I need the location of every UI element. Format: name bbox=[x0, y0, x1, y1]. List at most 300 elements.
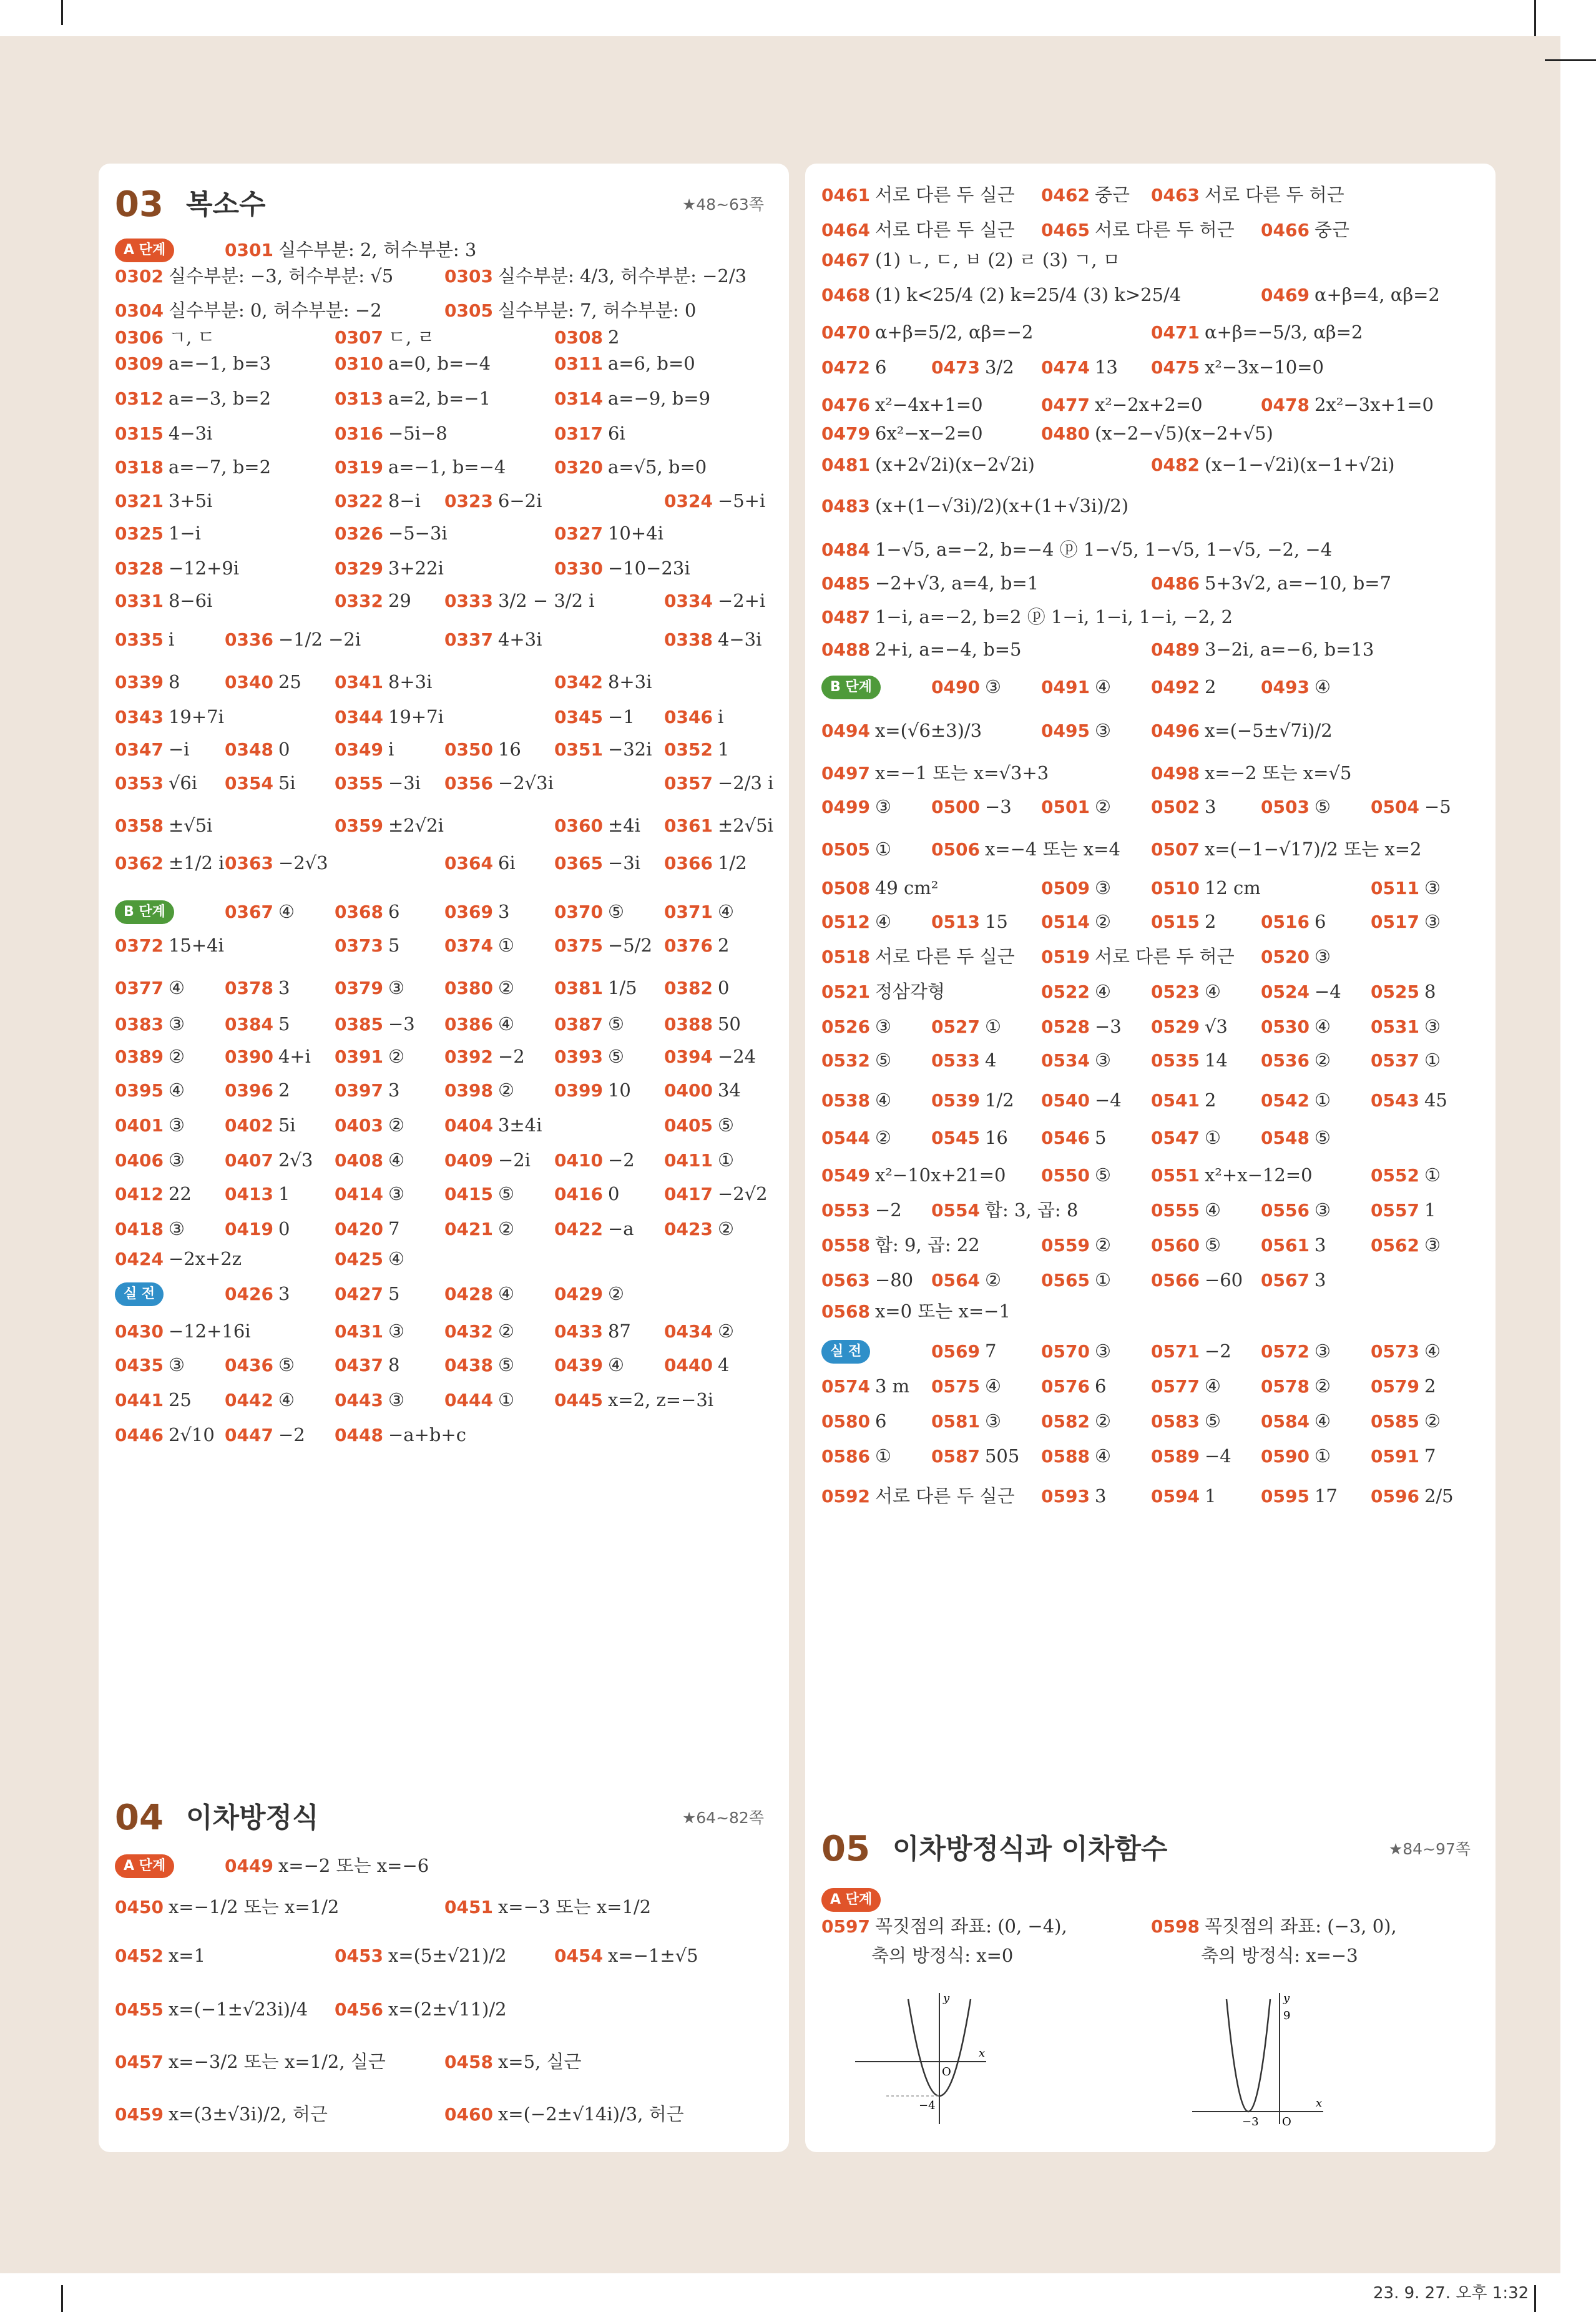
answer-number: 0386 bbox=[444, 1014, 493, 1035]
answer-item bbox=[821, 531, 1332, 569]
answer-value: −5−3i bbox=[388, 523, 448, 544]
answer-value: 4−3i bbox=[717, 629, 762, 650]
answer-row bbox=[805, 276, 1496, 313]
answer-row bbox=[805, 1191, 1496, 1229]
level-badge: 실 전 bbox=[821, 1340, 870, 1364]
answer-item bbox=[1041, 348, 1118, 386]
answer-number: 0424 bbox=[115, 1249, 164, 1269]
answer-item bbox=[821, 1191, 902, 1229]
answer-number: 0496 bbox=[1151, 721, 1200, 741]
answer-item bbox=[554, 380, 710, 418]
answer-item bbox=[1261, 1367, 1331, 1405]
answer-value: 19+7i bbox=[168, 706, 224, 727]
answer-value: ④ bbox=[1204, 1199, 1221, 1221]
answer-value: ④ bbox=[388, 1248, 404, 1269]
answer-number: 0351 bbox=[554, 739, 603, 760]
answer-item bbox=[1041, 973, 1111, 1011]
answer-value: 합: 9, 곱: 22 bbox=[874, 1234, 980, 1256]
answer-value: x=−4 또는 x=4 bbox=[984, 839, 1120, 860]
answer-number: 0568 bbox=[821, 1301, 870, 1322]
answer-number: 0450 bbox=[115, 1897, 164, 1917]
answer-value: 실수부분: −3, 허수부분: √5 bbox=[168, 265, 394, 287]
answer-number: 0491 bbox=[1041, 677, 1090, 697]
answer-number: 0563 bbox=[821, 1270, 870, 1291]
answer-number: 0561 bbox=[1261, 1235, 1310, 1256]
answer-item bbox=[931, 1332, 996, 1370]
answer-row bbox=[805, 668, 1496, 706]
answer-number: 0405 bbox=[664, 1115, 713, 1136]
answer-value: ⑤ bbox=[1314, 796, 1331, 817]
answer-value: a=−3, b=2 bbox=[168, 388, 272, 409]
answer-item bbox=[1151, 176, 1344, 214]
answer-row bbox=[99, 1141, 789, 1179]
answer-number: 0567 bbox=[1261, 1270, 1310, 1291]
answer-value: 서로 다른 두 실근 bbox=[874, 184, 1015, 205]
section-header-03 bbox=[99, 180, 789, 230]
answer-value: 1/2 bbox=[984, 1090, 1014, 1111]
answer-value: 6−2i bbox=[497, 490, 542, 511]
answer-value: 5 bbox=[388, 1283, 400, 1304]
answer-value: ±2√5i bbox=[717, 815, 773, 836]
answer-row bbox=[99, 514, 789, 552]
answer-value: x=−1/2 또는 x=1/2 bbox=[168, 1896, 340, 1917]
answer-item bbox=[225, 969, 290, 1007]
answer-value: x=5, 실근 bbox=[497, 2051, 582, 2072]
answer-value: −2+√3, a=4, b=1 bbox=[874, 573, 1039, 594]
answer-item bbox=[335, 1937, 507, 1975]
answer-value: ② bbox=[717, 1218, 734, 1239]
answer-item bbox=[931, 903, 1008, 941]
answer-value: 10 bbox=[607, 1080, 631, 1101]
answer-number: 0429 bbox=[554, 1284, 603, 1304]
answer-item bbox=[115, 2095, 328, 2133]
answer-value: 중근 bbox=[1314, 219, 1349, 240]
answer-item bbox=[1151, 348, 1324, 386]
answer-value: ② bbox=[1094, 1410, 1111, 1432]
answer-value: 6i bbox=[607, 423, 625, 444]
answer-value: 4+i bbox=[278, 1046, 311, 1067]
answer-number: 0337 bbox=[444, 629, 493, 650]
answer-value: 16 bbox=[984, 1127, 1008, 1148]
answer-number: 0423 bbox=[664, 1219, 713, 1239]
answer-value: 서로 다른 두 허근 bbox=[1094, 219, 1235, 240]
answer-value: 0 bbox=[278, 739, 290, 760]
answer-number: 0539 bbox=[931, 1090, 980, 1111]
answer-row bbox=[805, 446, 1496, 483]
answer-number: 0409 bbox=[444, 1150, 493, 1171]
answer-number: 0310 bbox=[335, 353, 383, 374]
answer-item bbox=[1151, 1156, 1313, 1194]
level-badge: A 단계 bbox=[115, 1854, 174, 1878]
answer-row bbox=[805, 1156, 1496, 1194]
answer-item bbox=[115, 582, 212, 620]
answer-row bbox=[805, 938, 1496, 975]
answer-number: 0528 bbox=[1041, 1016, 1090, 1037]
answer-number: 0431 bbox=[335, 1321, 383, 1342]
answer-number: 0473 bbox=[931, 357, 980, 378]
answer-value: a=−1, b=3 bbox=[168, 353, 272, 374]
answer-value: 3 bbox=[278, 1283, 290, 1304]
answer-row bbox=[805, 973, 1496, 1010]
answer-row bbox=[99, 1847, 789, 1884]
answer-value: 3 bbox=[1094, 1485, 1107, 1507]
answer-number: 0592 bbox=[821, 1486, 870, 1507]
answer-value: ⑤ bbox=[607, 1013, 624, 1035]
answer-number: 0546 bbox=[1041, 1128, 1090, 1148]
answer-number: 0543 bbox=[1371, 1090, 1419, 1111]
answer-item bbox=[821, 1041, 891, 1080]
answer-value: 7 bbox=[388, 1218, 400, 1239]
answer-item bbox=[554, 1312, 631, 1350]
answer-number: 0527 bbox=[931, 1016, 980, 1037]
answer-row bbox=[805, 1226, 1496, 1264]
answer-number: 0457 bbox=[115, 2052, 164, 2072]
answer-row bbox=[99, 1937, 789, 1974]
answer-item bbox=[1041, 1008, 1122, 1046]
answer-item bbox=[444, 1346, 514, 1384]
answer-value: ③ bbox=[1314, 946, 1331, 967]
answer-number: 0419 bbox=[225, 1219, 273, 1239]
answer-item bbox=[1371, 1226, 1441, 1264]
answer-number: 0367 bbox=[225, 902, 273, 922]
answer-number: 0584 bbox=[1261, 1411, 1310, 1432]
answer-number: 0324 bbox=[664, 491, 713, 511]
answer-number: 0551 bbox=[1151, 1165, 1200, 1186]
answer-number: 0320 bbox=[554, 457, 603, 478]
answer-item bbox=[1371, 1332, 1441, 1370]
answer-row bbox=[99, 2095, 789, 2133]
answer-number: 0304 bbox=[115, 300, 164, 321]
answer-number: 0533 bbox=[931, 1050, 980, 1071]
answer-item bbox=[335, 514, 448, 553]
answer-item bbox=[821, 1119, 891, 1157]
answer-number: 0313 bbox=[335, 388, 383, 409]
answer-item bbox=[1261, 903, 1326, 941]
answer-number: 0511 bbox=[1371, 878, 1419, 898]
answer-number: 0354 bbox=[225, 773, 273, 794]
answer-number: 0307 bbox=[335, 327, 383, 348]
answer-value: i bbox=[168, 629, 175, 650]
answer-number: 0529 bbox=[1151, 1016, 1200, 1037]
answer-value: (x+(1−√3i)/2)(x+(1+√3i)/2) bbox=[874, 495, 1129, 516]
answer-number: 0401 bbox=[115, 1115, 164, 1136]
answer-value: 2 bbox=[278, 1080, 290, 1101]
answer-value: 5 bbox=[278, 1013, 290, 1035]
answer-value: 2√3 bbox=[278, 1149, 313, 1171]
answer-item bbox=[554, 730, 652, 769]
answer-item bbox=[821, 754, 1049, 792]
answer-number: 0505 bbox=[821, 839, 870, 860]
answer-number: 0439 bbox=[554, 1355, 603, 1375]
answer-value: −24 bbox=[717, 1046, 756, 1067]
answer-value: x=(√6±3)/3 bbox=[874, 720, 982, 741]
answer-number: 0548 bbox=[1261, 1128, 1310, 1148]
answer-value: ② bbox=[388, 1046, 404, 1067]
answer-item bbox=[664, 1312, 734, 1350]
answer-row bbox=[99, 764, 789, 802]
answer-item bbox=[335, 969, 404, 1007]
answer-number: 0475 bbox=[1151, 357, 1200, 378]
answer-item bbox=[1261, 1119, 1331, 1157]
answer-value: −2x+2z bbox=[168, 1248, 242, 1269]
answer-number: 0508 bbox=[821, 878, 870, 898]
answer-number: 0490 bbox=[931, 677, 980, 697]
answer-row bbox=[805, 1008, 1496, 1045]
answer-value: −2/3 i bbox=[717, 772, 774, 794]
answer-value: 2 bbox=[717, 935, 730, 956]
answer-row bbox=[99, 549, 789, 587]
answer-value: 34 bbox=[717, 1080, 741, 1101]
answer-item bbox=[1261, 1332, 1331, 1370]
x-axis-label: x bbox=[979, 2047, 986, 2060]
answer-item bbox=[115, 257, 393, 295]
answer-row bbox=[99, 345, 789, 382]
answer-number: 0560 bbox=[1151, 1235, 1200, 1256]
answer-item bbox=[225, 1381, 295, 1419]
answer-number: 0451 bbox=[444, 1897, 493, 1917]
answer-item bbox=[115, 1106, 185, 1144]
answer-value: 5i bbox=[278, 772, 296, 794]
answer-value: −10−23i bbox=[607, 558, 690, 579]
answer-value: −3i bbox=[607, 852, 640, 873]
answer-value: 1 bbox=[1424, 1199, 1436, 1221]
answer-item bbox=[1151, 668, 1216, 706]
answer-item bbox=[1261, 938, 1331, 976]
answer-row bbox=[99, 927, 789, 964]
answer-number: 0478 bbox=[1261, 395, 1310, 415]
answer-value: −12+9i bbox=[168, 558, 240, 579]
answer-value: 8+3i bbox=[607, 671, 652, 692]
answer-row bbox=[99, 698, 789, 735]
answer-number: 0415 bbox=[444, 1184, 493, 1204]
answer-item bbox=[664, 730, 729, 769]
answer-item bbox=[335, 807, 444, 845]
answer-item bbox=[115, 1038, 185, 1076]
answer-value: x=−1 또는 x=√3+3 bbox=[874, 762, 1049, 784]
answer-value: ② bbox=[607, 1283, 624, 1304]
answer-number: 0410 bbox=[554, 1150, 603, 1171]
answer-item bbox=[554, 969, 637, 1007]
answer-row bbox=[805, 1081, 1496, 1119]
answer-value: ③ bbox=[1424, 1016, 1441, 1037]
parabola-curve bbox=[1226, 1999, 1270, 2112]
answer-value: ① bbox=[1424, 1164, 1441, 1186]
answer-number: 0455 bbox=[115, 1999, 164, 2020]
answer-value: −2 bbox=[607, 1149, 635, 1171]
answer-item bbox=[1151, 869, 1261, 907]
answer-number: 0432 bbox=[444, 1321, 493, 1342]
answer-row bbox=[805, 176, 1496, 214]
answer-number: 0467 bbox=[821, 250, 870, 270]
answer-value: 8−6i bbox=[168, 590, 213, 611]
answer-number: 0448 bbox=[335, 1425, 383, 1445]
answer-row bbox=[805, 313, 1496, 351]
answer-item bbox=[554, 1071, 631, 1109]
section-pages: ★84~97쪽 bbox=[1388, 1840, 1471, 1858]
answer-value: 서로 다른 두 실근 bbox=[874, 946, 1015, 967]
answer-number: 0523 bbox=[1151, 981, 1200, 1002]
answer-number: 0437 bbox=[335, 1355, 383, 1375]
answer-item bbox=[335, 1416, 466, 1454]
answer-number: 0526 bbox=[821, 1016, 870, 1037]
answer-item bbox=[335, 345, 491, 383]
answer-value: 22 bbox=[168, 1183, 192, 1204]
answer-row bbox=[99, 257, 789, 295]
answer-item bbox=[821, 631, 1022, 669]
answer-number: 0593 bbox=[1041, 1486, 1090, 1507]
answer-value: x=(−1−√17)/2 또는 x=2 bbox=[1204, 839, 1422, 860]
answer-item bbox=[1151, 830, 1421, 868]
answer-item bbox=[1041, 1367, 1106, 1405]
section-title: 이차방정식 bbox=[186, 1802, 319, 1834]
answer-value: ±4i bbox=[607, 815, 640, 836]
answer-value: x=(5±√21)/2 bbox=[388, 1945, 507, 1966]
answer-number: 0552 bbox=[1371, 1165, 1419, 1186]
answer-item bbox=[1371, 1041, 1441, 1080]
answer-number: 0483 bbox=[821, 496, 870, 516]
answer-number: 0412 bbox=[115, 1184, 164, 1204]
answer-number: 0322 bbox=[335, 491, 383, 511]
answer-number: 0400 bbox=[664, 1080, 713, 1101]
answer-value: 16 bbox=[497, 739, 521, 760]
answer-value: ① bbox=[717, 1149, 734, 1171]
answer-value: ① bbox=[497, 935, 514, 956]
answer-row bbox=[99, 1312, 789, 1350]
answer-value: 5 bbox=[388, 935, 400, 956]
answer-number: 0366 bbox=[664, 853, 713, 873]
answer-value: 4 bbox=[717, 1354, 730, 1375]
answer-value: α+β=5/2, αβ=−2 bbox=[874, 322, 1034, 343]
answer-item bbox=[225, 844, 328, 882]
answer-value: ② bbox=[497, 1080, 514, 1101]
answer-value: ⑤ bbox=[497, 1354, 514, 1375]
answer-number: 0462 bbox=[1041, 185, 1090, 205]
answer-number: 0516 bbox=[1261, 912, 1310, 932]
answer-number: 0535 bbox=[1151, 1050, 1200, 1071]
answer-value: ④ bbox=[278, 1389, 295, 1410]
answer-value: 87 bbox=[607, 1321, 631, 1342]
answer-value: 1−√5, a=−2, b=−4 ⓟ 1−√5, 1−√5, 1−√5, −2, −4 bbox=[874, 539, 1333, 560]
answer-item bbox=[115, 514, 201, 553]
answer-number: 0340 bbox=[225, 672, 273, 692]
answer-item bbox=[1371, 973, 1436, 1011]
answer-item bbox=[115, 1175, 192, 1213]
answer-value: 6i bbox=[497, 852, 516, 873]
answer-value: ③ bbox=[168, 1013, 185, 1035]
answer-value: ① bbox=[1204, 1127, 1221, 1148]
answer-value: 3/2 bbox=[984, 357, 1014, 378]
answer-value: ② bbox=[984, 1269, 1001, 1291]
answer-item bbox=[1041, 869, 1111, 907]
answer-item bbox=[664, 1106, 734, 1144]
answer-number: 0544 bbox=[821, 1128, 870, 1148]
answer-item bbox=[931, 1081, 1014, 1119]
answer-item bbox=[1151, 1332, 1231, 1370]
answer-item bbox=[1261, 1402, 1331, 1440]
answer-item bbox=[1261, 1008, 1331, 1046]
answer-number: 0416 bbox=[554, 1184, 603, 1204]
answer-row bbox=[805, 1292, 1496, 1330]
answer-number: 0489 bbox=[1151, 639, 1200, 660]
answer-value: 50 bbox=[717, 1013, 741, 1035]
answer-value: 3 bbox=[1314, 1269, 1326, 1291]
answer-value: 3/2 − 3/2 i bbox=[497, 590, 595, 611]
section-number: 04 bbox=[115, 1798, 164, 1838]
answer-value: −3 bbox=[984, 796, 1012, 817]
answer-row bbox=[99, 1275, 789, 1312]
level-badge: B 단계 bbox=[115, 900, 174, 924]
answer-value: a=−7, b=2 bbox=[168, 456, 272, 478]
answer-number: 0572 bbox=[1261, 1341, 1310, 1362]
answer-number: 0403 bbox=[335, 1115, 383, 1136]
answer-value: ④ bbox=[168, 1080, 185, 1101]
answer-value: (x+2√2i)(x−2√2i) bbox=[874, 454, 1035, 475]
answer-number: 0372 bbox=[115, 935, 164, 956]
answer-value: x=(−1±√23i)/4 bbox=[168, 1999, 308, 2020]
answer-value: 서로 다른 두 실근 bbox=[874, 1485, 1015, 1507]
answer-value: ② bbox=[1094, 911, 1111, 932]
answer-number: 0435 bbox=[115, 1355, 164, 1375]
answer-value: 3 bbox=[1314, 1234, 1326, 1256]
answer-value: ④ bbox=[168, 977, 185, 998]
answer-item bbox=[664, 1175, 768, 1213]
answer-row bbox=[99, 807, 789, 844]
answer-number: 0325 bbox=[115, 523, 164, 544]
answer-item bbox=[821, 487, 1128, 525]
answer-value: −5/2 bbox=[607, 935, 652, 956]
answer-item bbox=[821, 564, 1039, 603]
answer-value: 1 bbox=[1204, 1485, 1217, 1507]
answer-number: 0586 bbox=[821, 1446, 870, 1467]
answer-number: 0594 bbox=[1151, 1486, 1200, 1507]
footer-time: 오후 1:32 bbox=[1456, 2284, 1529, 2303]
answer-value: α+β=−5/3, αβ=2 bbox=[1204, 322, 1363, 343]
answer-item bbox=[821, 830, 891, 868]
answer-item bbox=[821, 869, 938, 907]
answer-value: ② bbox=[497, 1321, 514, 1342]
answer-item bbox=[115, 380, 271, 418]
answer-item bbox=[664, 1071, 741, 1109]
answer-item bbox=[821, 1156, 1006, 1194]
level-badge: A 단계 bbox=[821, 1888, 881, 1912]
answer-item bbox=[821, 788, 891, 826]
answer-value: a=2, b=−1 bbox=[388, 388, 491, 409]
answer-item bbox=[1151, 564, 1391, 603]
answer-number: 0381 bbox=[554, 978, 603, 998]
answer-item bbox=[1151, 1226, 1221, 1264]
answer-value: −80 bbox=[874, 1269, 914, 1291]
answer-value: a=−1, b=−4 bbox=[388, 456, 506, 478]
answer-number: 0348 bbox=[225, 739, 273, 760]
answer-value: 3+22i bbox=[388, 558, 444, 579]
answer-number: 0540 bbox=[1041, 1090, 1090, 1111]
answer-value: 6 bbox=[1314, 911, 1326, 932]
answer-value: ② bbox=[1424, 1410, 1441, 1432]
answer-number: 0332 bbox=[335, 591, 383, 611]
answer-number: 0519 bbox=[1041, 947, 1090, 967]
answer-number: 0577 bbox=[1151, 1376, 1200, 1397]
answer-value-line1: 꼭짓점의 좌표: (−3, 0), bbox=[1204, 1916, 1397, 1937]
answer-item bbox=[444, 257, 747, 295]
answer-number: 0396 bbox=[225, 1080, 273, 1101]
answer-item bbox=[554, 844, 640, 882]
answer-value: x=−2 또는 x=−6 bbox=[278, 1855, 429, 1876]
answer-number: 0407 bbox=[225, 1150, 273, 1171]
answer-value: 17 bbox=[1314, 1485, 1338, 1507]
answer-number: 0394 bbox=[664, 1046, 713, 1067]
answer-item bbox=[554, 1275, 624, 1313]
answer-value: ⑤ bbox=[1204, 1234, 1221, 1256]
